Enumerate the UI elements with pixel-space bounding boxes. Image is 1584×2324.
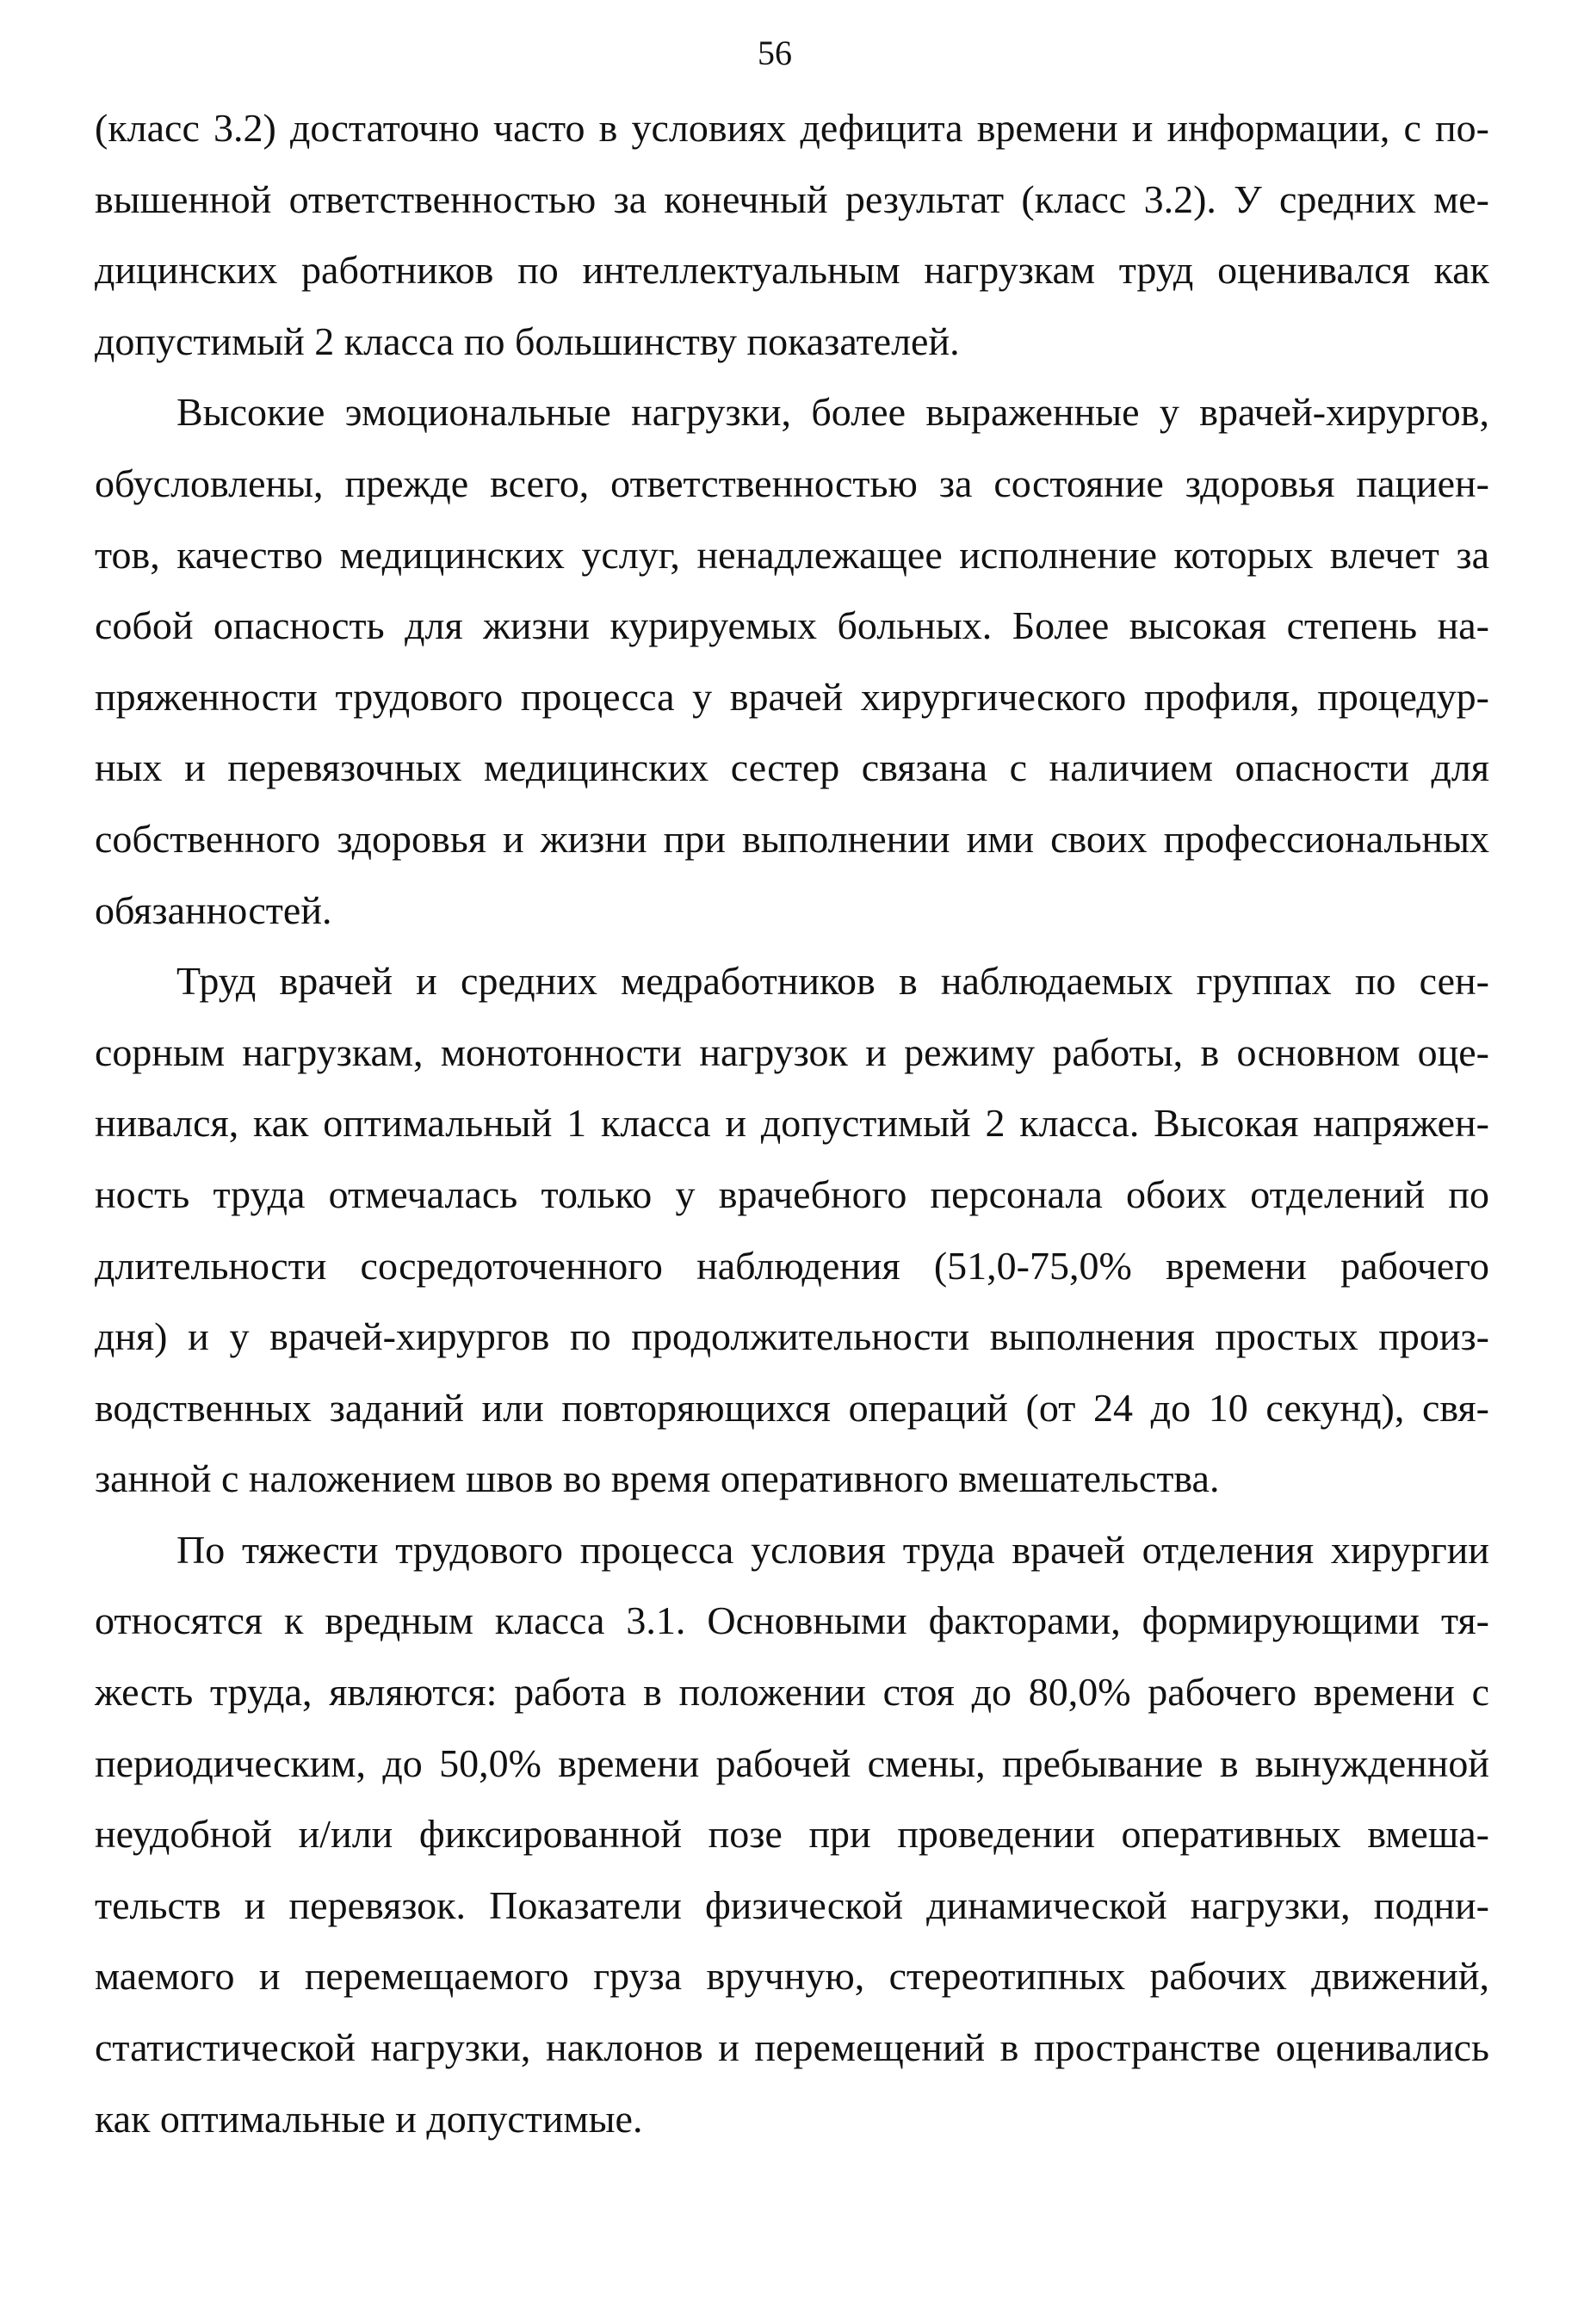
text-line: нивался, как оптимальный 1 класса и допустимый 2 класса. Высокая напряжен-	[95, 1101, 1489, 1146]
text-line: собой опасность для жизни курируемых больных. Более высокая степень на-	[95, 603, 1489, 648]
text-line: пряженности трудового процесса у врачей хирургического профиля, процедур-	[95, 674, 1489, 719]
text-line: длительности сосредоточенного наблюдения (51,0-75,0% времени рабочего	[95, 1243, 1489, 1288]
text-line: (класс 3.2) достаточно часто в условиях дефицита времени и информации, с по-	[95, 106, 1489, 150]
text-line: жесть труда, являются: работа в положении стоя до 80,0% рабочего времени с	[95, 1670, 1489, 1715]
text-line: По тяжести трудового процесса условия труда врачей отделения хирургии	[176, 1527, 1489, 1572]
text-line: ных и перевязочных медицинских сестер связана с наличием опасности для	[95, 745, 1489, 790]
text-line: допустимый 2 класса по большинству показателей.	[95, 318, 960, 363]
text-line: Высокие эмоциональные нагрузки, более выраженные у врачей-хирургов,	[176, 390, 1489, 435]
text-line: ность труда отмечалась только у врачебного персонала обоих отделений по	[95, 1171, 1489, 1216]
text-line: тельств и перевязок. Показатели физической динамической нагрузки, подни-	[95, 1882, 1489, 1927]
text-line: вышенной ответственностью за конечный результат (класс 3.2). У средних ме-	[95, 176, 1489, 221]
text-line: дня) и у врачей-хирургов по продолжительности выполнения простых произ-	[95, 1314, 1489, 1359]
text-line: сорным нагрузкам, монотонности нагрузок и режиму работы, в основном оце-	[95, 1029, 1489, 1074]
paragraph-2	[95, 377, 1489, 946]
body-text	[95, 93, 1489, 2154]
text-line: неудобной и/или фиксированной позе при проведении оперативных вмеша-	[95, 1812, 1489, 1857]
paragraph-1	[95, 93, 1489, 377]
text-line: статистической нагрузки, наклонов и перемещений в пространстве оценивались	[95, 2025, 1489, 2070]
text-line: тов, качество медицинских услуг, ненадлежащее исполнение которых влечет за	[95, 532, 1489, 577]
text-line: относятся к вредным класса 3.1. Основными факторами, формирующими тя-	[95, 1598, 1489, 1643]
paragraph-4	[95, 1515, 1489, 2154]
text-line: маемого и перемещаемого груза вручную, стереотипных рабочих движений,	[95, 1954, 1489, 1999]
text-line: обусловлены, прежде всего, ответственностью за состояние здоровья пациен-	[95, 460, 1489, 505]
text-line: периодическим, до 50,0% времени рабочей смены, пребывание в вынужденной	[95, 1740, 1489, 1785]
page-number: 56	[758, 34, 792, 72]
text-line: как оптимальные и допустимые.	[95, 2096, 643, 2141]
text-line: Труд врачей и средних медработников в наблюдаемых группах по сен-	[176, 959, 1489, 1004]
text-line: занной с наложением швов во время оперативного вмешательства.	[95, 1456, 1220, 1501]
text-line: водственных заданий или повторяющихся операций (от 24 до 10 секунд), свя-	[95, 1385, 1489, 1430]
text-line: собственного здоровья и жизни при выполнении ими своих профессиональных	[95, 816, 1489, 861]
text-line: дицинских работников по интеллектуальным нагрузкам труд оценивался как	[95, 248, 1489, 293]
text-line: обязанностей.	[95, 887, 332, 932]
paragraph-3	[95, 946, 1489, 1515]
